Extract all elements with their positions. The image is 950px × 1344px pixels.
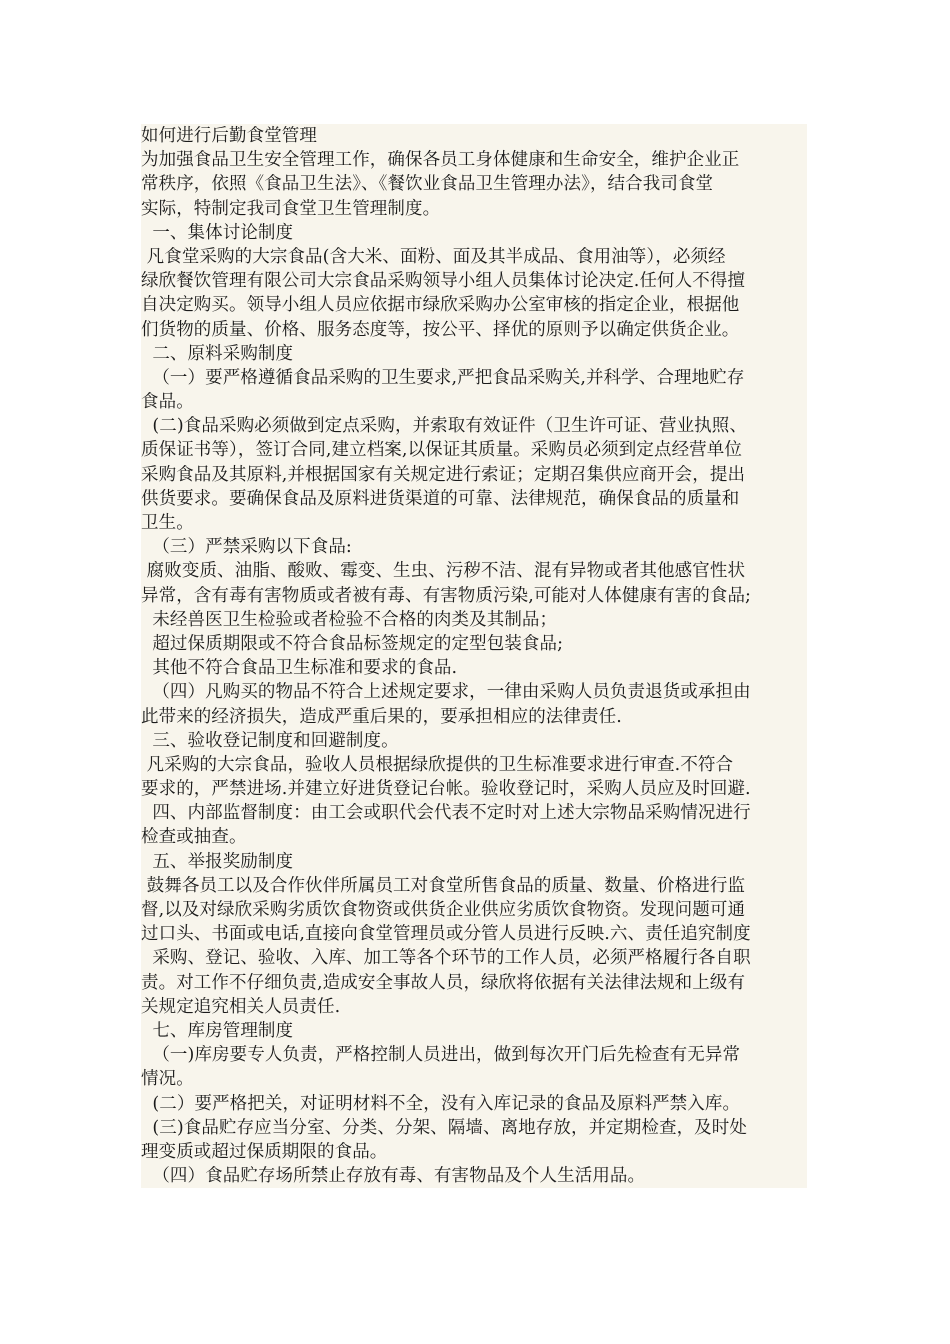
document-body (141, 124, 807, 1188)
text-line: 二、原料采购制度 (141, 343, 294, 364)
text-line: (三)食品贮存应当分室、分类、分架、隔墙、离地存放，并定期检查，及时处 (141, 1117, 747, 1138)
text-line: 腐败变质、油脂、酸败、霉变、生虫、污秽不洁、混有异物或者其他感官性状 (141, 561, 746, 582)
text-line: （四）凡购买的物品不符合上述规定要求，一律由采购人员负责退货或承担由 (141, 682, 751, 703)
text-line: 情况。 (141, 1069, 194, 1090)
text-line: 常秩序，依照《食品卫生法》、《餐饮业食品卫生管理办法》，结合我司食堂 (141, 174, 714, 195)
text-line: 自决定购买。领导小组人员应依据市绿欣采购办公室审核的指定企业，根据他 (141, 295, 740, 316)
text-line: 超过保质期限或不符合食品标签规定的定型包装食品; (141, 633, 564, 654)
text-line: （一）要严格遵循食品采购的卫生要求,严把食品采购关,并科学、合理地贮存 (141, 367, 745, 388)
text-line: 责。对工作不仔细负责,造成安全事故人员，绿欣将依据有关法律法规和上级有 (141, 972, 746, 993)
text-line: 要求的，严禁进场.并建立好进货登记台帐。验收登记时，采购人员应及时回避. (141, 779, 751, 800)
text-line: 采购、登记、验收、入库、加工等各个环节的工作人员，必须严格履行各自职 (141, 948, 751, 969)
text-line: 凡采购的大宗食品，验收人员根据绿欣提供的卫生标准要求进行审查.不符合 (141, 754, 734, 775)
text-line: 绿欣餐饮管理有限公司大宗食品采购领导小组人员集体讨论决定.任何人不得擅 (141, 271, 746, 292)
text-line: 四、内部监督制度：由工会或职代会代表不定时对上述大宗物品采购情况进行 (141, 803, 751, 824)
text-line: （四）食品贮存场所禁止存放有毒、有害物品及个人生活用品。 (141, 1166, 646, 1187)
text-line: 一、集体讨论制度 (141, 222, 294, 243)
text-line: 督,以及对绿欣采购劣质饮食物资或供货企业供应劣质饮食物资。发现问题可通 (141, 900, 746, 920)
text-line: 理变质或超过保质期限的食品。 (141, 1141, 388, 1162)
text-line: 未经兽医卫生检验或者检验不合格的肉类及其制品； (141, 609, 558, 630)
text-line: 质保证书等），签订合同,建立档案,以保证其质量。采购员必须到定点经营单位 (141, 440, 742, 461)
text-line: 凡食堂采购的大宗食品(含大米、面粉、面及其半成品、食用油等），必须经 (141, 246, 726, 267)
text-line: 为加强食品卫生安全管理工作，确保各员工身体健康和生命安全，维护企业正 (141, 150, 740, 171)
text-line: 们货物的质量、价格、服务态度等，按公平、择优的原则予以确定供货企业。 (141, 319, 740, 340)
text-line: (二)食品采购必须做到定点采购，并索取有效证件（卫生许可证、营业执照、 (141, 416, 747, 437)
document-title: 如何进行后勤食堂管理 (141, 126, 317, 146)
text-line: 关规定追究相关人员责任. (141, 996, 341, 1017)
text-line: 异常，含有毒有害物质或者被有毒、有害物质污染,可能对人体健康有害的食品; (141, 585, 752, 606)
text-line: 过口头、书面或电话,直接向食堂管理员或分管人员进行反映.六、责任追究制度 (141, 924, 751, 945)
text-line: (二）要严格把关，对证明材料不全，没有入库记录的食品及原料严禁入库。 (141, 1093, 741, 1114)
text-line: 三、验收登记制度和回避制度。 (141, 730, 399, 751)
text-line: 采购食品及其原料,并根据国家有关规定进行索证；定期召集供应商开会，提出 (141, 464, 746, 485)
text-line: 实际，特制定我司食堂卫生管理制度。 (141, 198, 441, 219)
text-line: 食品。 (141, 392, 194, 413)
text-line: 此带来的经济损失，造成严重后果的，要承担相应的法律责任. (141, 706, 622, 727)
text-line: （一)库房要专人负责，严格控制人员进出，做到每次开门后先检查有无异常 (141, 1045, 741, 1066)
text-line: 七、库房管理制度 (141, 1020, 294, 1041)
text-line: 鼓舞各员工以及合作伙伴所属员工对食堂所售食品的质量、数量、价格进行监 (141, 875, 746, 896)
text-line: 供货要求。要确保食品及原料进货渠道的可靠、法律规范，确保食品的质量和 (141, 488, 740, 509)
text-line: 其他不符合食品卫生标准和要求的食品. (141, 658, 458, 679)
text-line: 五、举报奖励制度 (141, 851, 294, 872)
text-line: 卫生。 (141, 513, 194, 533)
text-line: （三）严禁采购以下食品: (141, 537, 352, 558)
text-line: 检查或抽查。 (141, 827, 247, 848)
